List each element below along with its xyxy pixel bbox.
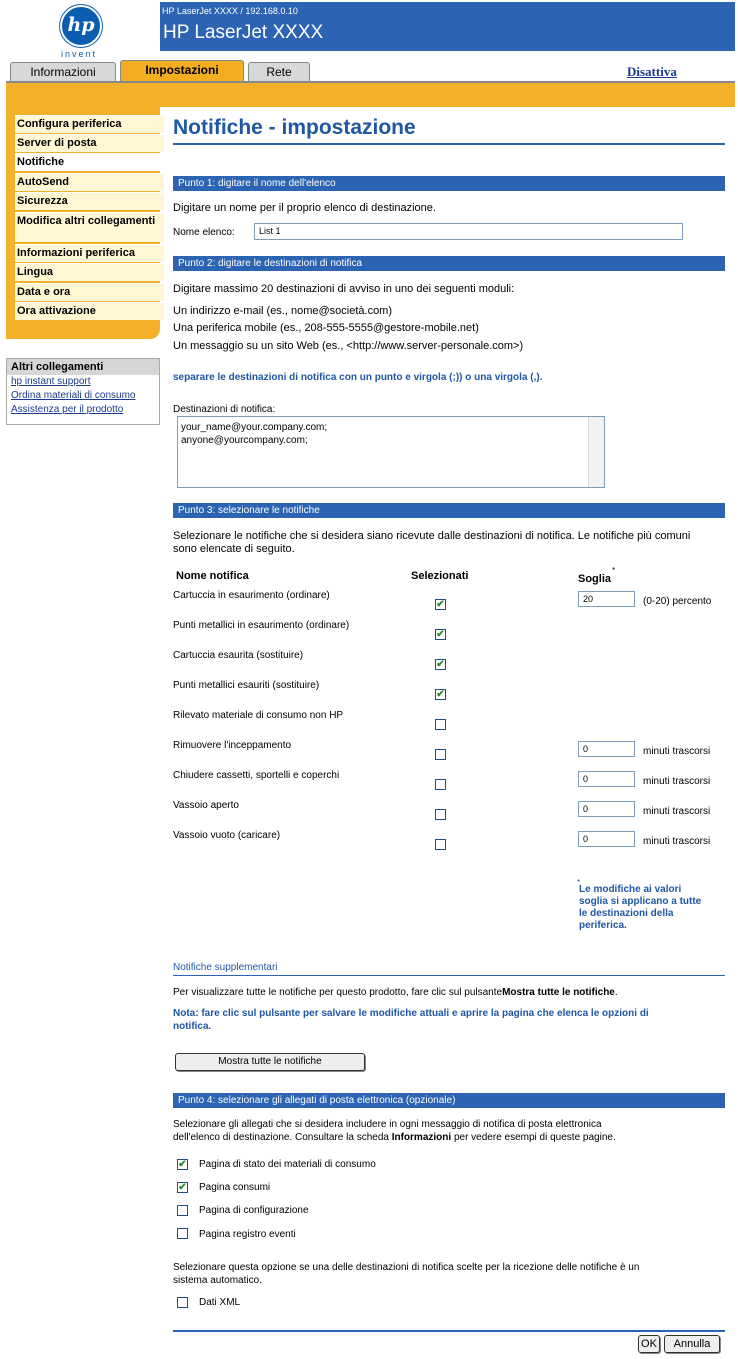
- orange-band: [6, 83, 735, 107]
- supplementary-text-bold: Mostra tutte le notifiche: [502, 987, 615, 998]
- notification-name: Vassoio vuoto (caricare): [173, 830, 281, 841]
- notification-name: Chiudere cassetti, sportelli e coperchi: [173, 770, 340, 781]
- sidebar-item-modifica-altri-collegamenti[interactable]: Modifica altri collegamenti: [15, 212, 164, 242]
- attachment-label: Pagina di configurazione: [199, 1205, 309, 1216]
- xml-note-2: sistema automatico.: [173, 1275, 262, 1286]
- step1-header: Punto 1: digitare il nome dell'elenco: [173, 176, 725, 191]
- attachment-checkbox[interactable]: [177, 1205, 188, 1216]
- notification-checkbox[interactable]: ✔: [436, 629, 445, 640]
- notification-name: Cartuccia esaurita (sostituire): [173, 650, 304, 661]
- footnote-line: periferica.: [579, 920, 627, 931]
- threshold-input[interactable]: 0: [578, 771, 635, 787]
- col-header-threshold: Soglia: [578, 573, 612, 585]
- supplementary-title: Notifiche supplementari: [173, 962, 278, 973]
- sidebar-item-lingua[interactable]: Lingua: [15, 263, 164, 281]
- other-links-title: Altri collegamenti: [7, 359, 159, 375]
- destinations-label: Destinazioni di notifica:: [173, 404, 276, 415]
- sidebar-item-configura-periferica[interactable]: Configura periferica: [15, 115, 164, 133]
- destination-2: anyone@yourcompany.com;: [181, 435, 308, 446]
- xml-label: Dati XML: [199, 1297, 241, 1308]
- step4-instruction-2-bold: Informazioni: [391, 1132, 452, 1143]
- step3-instruction-2: sono elencate di seguito.: [173, 543, 295, 555]
- step4-instruction-1: Selezionare gli allegati che si desidera includere in ogni messaggio di notifica di posta elettronica: [173, 1119, 602, 1130]
- attachment-checkbox[interactable]: ✔: [178, 1182, 187, 1193]
- link-ordina-materiali[interactable]: Ordina materiali di consumo: [11, 390, 136, 401]
- xml-checkbox[interactable]: [177, 1297, 188, 1308]
- notification-checkbox[interactable]: [435, 749, 446, 760]
- notification-name: Punti metallici esauriti (sostituire): [173, 680, 320, 691]
- threshold-unit: minuti trascorsi: [643, 806, 711, 817]
- threshold-unit: (0-20) percento: [643, 596, 712, 607]
- attachment-label: Pagina di stato dei materiali di consumo: [199, 1159, 376, 1170]
- device-name: HP LaserJet XXXX: [163, 22, 324, 43]
- threshold-input[interactable]: 0: [578, 831, 635, 847]
- col-header-name: Nome notifica: [176, 570, 249, 582]
- sidebar-item-data-e-ora[interactable]: Data e ora: [15, 283, 164, 301]
- attachment-checkbox[interactable]: ✔: [178, 1159, 187, 1170]
- threshold-footnote: [579, 884, 701, 932]
- threshold-asterisk: *: [612, 566, 616, 575]
- notification-checkbox[interactable]: ✔: [436, 689, 445, 700]
- supplementary-text: [173, 987, 618, 998]
- tab-informazioni[interactable]: Informazioni: [10, 62, 116, 82]
- supplementary-note-1: Nota: fare clic sul pulsante per salvare le modifiche attuali e aprire la pagina che elenca le opzioni di: [173, 1008, 649, 1019]
- destinations-textarea[interactable]: [177, 416, 605, 488]
- title-rule: [173, 143, 725, 145]
- destination-1: your_name@your.company.com;: [181, 422, 328, 433]
- footnote-line: Le modifiche ai valori: [579, 884, 682, 895]
- textarea-scrollbar[interactable]: [588, 417, 604, 487]
- hp-logo: [54, 5, 104, 59]
- tab-impostazioni[interactable]: Impostazioni: [120, 60, 244, 82]
- supplementary-note-2: notifica.: [173, 1021, 212, 1032]
- threshold-unit: minuti trascorsi: [643, 836, 711, 847]
- hp-logo-mark: hp: [60, 5, 102, 47]
- bottom-rule: [173, 1330, 725, 1332]
- xml-note-1: Selezionare questa opzione se una delle destinazioni di notifica scelte per la ricezione delle notifiche è un: [173, 1262, 640, 1273]
- sidebar-item-notifiche[interactable]: Notifiche: [15, 153, 164, 171]
- notification-name: Rimuovere l'inceppamento: [173, 740, 292, 751]
- threshold-unit: minuti trascorsi: [643, 776, 711, 787]
- attachment-checkbox[interactable]: [177, 1228, 188, 1239]
- notification-checkbox[interactable]: [435, 809, 446, 820]
- notification-name: Cartuccia in esaurimento (ordinare): [173, 590, 330, 601]
- notification-name: Vassoio aperto: [173, 800, 239, 811]
- link-hp-instant-support[interactable]: hp instant support: [11, 376, 91, 387]
- notification-checkbox[interactable]: [435, 779, 446, 790]
- cancel-button[interactable]: Annulla: [664, 1335, 720, 1353]
- notification-checkbox[interactable]: [435, 839, 446, 850]
- list-name-label: Nome elenco:: [173, 227, 235, 238]
- threshold-unit: minuti trascorsi: [643, 746, 711, 757]
- step2-header: Punto 2: digitare le destinazioni di notifica: [173, 256, 725, 271]
- notification-checkbox[interactable]: ✔: [436, 599, 445, 610]
- notification-checkbox[interactable]: [435, 719, 446, 730]
- page-title: Notifiche - impostazione: [173, 116, 416, 139]
- step3-header: Punto 3: selezionare le notifiche: [173, 503, 725, 518]
- col-header-selected: Selezionati: [411, 570, 469, 582]
- supplementary-text-prefix: Per visualizzare tutte le notifiche per questo prodotto, fare clic sul pulsante: [173, 987, 503, 998]
- threshold-input[interactable]: 0: [578, 741, 635, 757]
- supplementary-rule: [173, 975, 725, 976]
- other-links-box: [6, 358, 160, 425]
- sidebar: [6, 107, 160, 339]
- logout-link[interactable]: Disattiva: [627, 64, 677, 79]
- attachment-label: Pagina registro eventi: [199, 1229, 296, 1240]
- notification-checkbox[interactable]: ✔: [436, 659, 445, 670]
- step1-instruction: Digitare un nome per il proprio elenco di destinazione.: [173, 202, 436, 214]
- step4-instruction-2-prefix: dell'elenco di destinazione. Consultare la scheda: [173, 1132, 392, 1143]
- show-all-notifications-button[interactable]: Mostra tutte le notifiche: [175, 1053, 365, 1071]
- threshold-input[interactable]: 0: [578, 801, 635, 817]
- sidebar-item-informazioni-periferica[interactable]: Informazioni periferica: [15, 244, 164, 262]
- footnote-line: soglia si applicano a tutte: [579, 896, 702, 907]
- footnote-line: le destinazioni della: [579, 908, 674, 919]
- step4-instruction-2: [173, 1132, 616, 1143]
- attachment-label: Pagina consumi: [199, 1182, 271, 1193]
- threshold-input[interactable]: 20: [578, 591, 635, 607]
- sidebar-item-server-di-posta[interactable]: Server di posta: [15, 134, 164, 152]
- sidebar-item-sicurezza[interactable]: Sicurezza: [15, 192, 164, 210]
- step4-instruction-2-suffix: per vedere esempi di queste pagine.: [451, 1132, 616, 1143]
- link-assistenza-prodotto[interactable]: Assistenza per il prodotto: [11, 404, 124, 415]
- sidebar-item-autosend[interactable]: AutoSend: [15, 173, 164, 191]
- form-mobile: Una periferica mobile (es., 208-555-5555@gestore-mobile.net): [173, 322, 479, 334]
- ok-button[interactable]: OK: [638, 1335, 660, 1353]
- list-name-input[interactable]: List 1: [254, 223, 683, 240]
- tab-rete[interactable]: Rete: [248, 62, 310, 82]
- notification-name: Punti metallici in esaurimento (ordinare): [173, 620, 350, 631]
- device-title-bar: [160, 2, 735, 51]
- step4-header: Punto 4: selezionare gli allegati di posta elettronica (opzionale): [173, 1093, 725, 1108]
- device-address: HP LaserJet XXXX / 192.168.0.10: [162, 6, 298, 16]
- sidebar-item-ora-attivazione[interactable]: Ora attivazione: [15, 302, 164, 320]
- separator-note: separare le destinazioni di notifica con un punto e virgola (;)) o una virgola (,).: [173, 372, 543, 383]
- form-web: Un messaggio su un sito Web (es., <http://www.server-personale.com>): [173, 340, 524, 352]
- form-email: Un indirizzo e-mail (es., nome@società.com): [173, 305, 393, 317]
- footnote-asterisk: *: [577, 878, 581, 887]
- logo-tagline: invent: [60, 49, 98, 59]
- step2-instruction: Digitare massimo 20 destinazioni di avviso in uno dei seguenti moduli:: [173, 283, 515, 295]
- notification-name: Rilevato materiale di consumo non HP: [173, 710, 344, 721]
- supplementary-text-suffix: .: [614, 987, 618, 998]
- step3-instruction-1: Selezionare le notifiche che si desidera siano ricevute dalle destinazioni di notifica. Le notifiche più comuni: [173, 530, 691, 542]
